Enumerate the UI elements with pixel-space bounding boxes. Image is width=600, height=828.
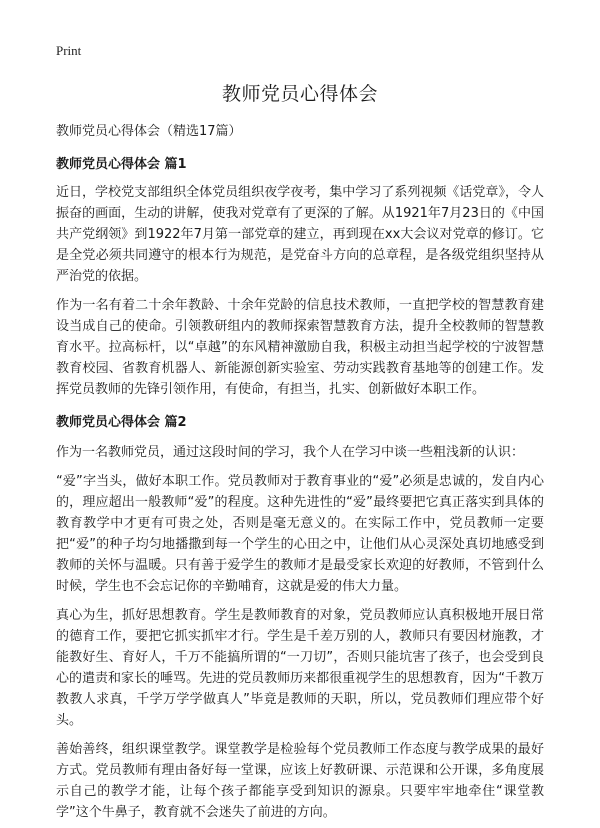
print-link[interactable]: Print: [56, 43, 82, 58]
section-2: [56, 412, 544, 823]
paragraph: 善始善终，组织课堂教学。课堂教学是检验每个党员教师工作态度与教学成果的最好方式。党员教师有理由备好每一堂课，应该上好教研课、示范课和公开课，多角度展示自己的教学才能，让每个孩子都能享受到知识的源泉。只要牢牢地牵住“课堂教学”这个牛鼻子，教育就不会迷失了前进的方向。: [56, 742, 544, 820]
paragraph: 近日，学校党支部组织全体党员组织夜学夜考，集中学习了系列视频《话党章》，令人振奋的画面，生动的讲解，使我对党章有了更深的了解。从1921年7月23日的《中国共产党纲领》到1922年7月第一部党章的建立，再到现在xx大会议对党章的修订。它是全党必须共同遵守的根本行为规范，是党奋斗方向的总章程，是各级党组织坚持从严治党的依据。: [56, 185, 544, 284]
document-subtitle: 教师党员心得体会（精选17篇）: [56, 124, 242, 139]
paragraph: 作为一名教师党员，通过这段时间的学习，我个人在学习中谈一些粗浅新的认识：: [56, 445, 525, 460]
section-heading: 教师党员心得体会 篇1: [56, 157, 187, 172]
section-1: [56, 154, 544, 400]
paragraph: 作为一名有着二十余年教龄、十余年党龄的信息技术教师，一直把学校的智慧教育建设当成自己的使命。引领教研组内的教师探索智慧教育方法，提升全校教师的智慧教育水平。拉高标杆，以“卓越”的东风精神激励自我，积极主动担当起学校的宁波智慧教育校园、省教育机器人、新能源创新实验室、劳动实践教育基地等的创建工作。发挥党员教师的先锋引领作用，有使命，有担当，扎实、创新做好本职工作。: [56, 298, 544, 397]
document-title: 教师党员心得体会: [221, 83, 378, 105]
paragraph: 真心为生，抓好思想教育。学生是教师教育的对象，党员教师应认真积极地开展日常的德育工作，要把它抓实抓牢才行。学生是千差万别的人，教师只有要因材施教，才能教好生、育好人，千万不能搞所谓的“一刀切”，否则只能坑害了孩子，也会受到良心的遣责和家长的唾骂。先进的党员教师历来都很重视学生的思想教育，因为“千教万教教人求真，千学万学学做真人”毕竟是教师的天职，所以，党员教师们理应带个好头。: [56, 608, 544, 728]
section-heading: 教师党员心得体会 篇2: [56, 415, 187, 430]
paragraph: “爱”字当头，做好本职工作。党员教师对于教育事业的“爱”必须是忠诚的，发自内心的，理应超出一般教师“爱”的程度。这种先进性的“爱”最终要把它真正落实到具体的教育教学中才更有可贵之处，否则是毫无意义的。在实际工作中，党员教师一定要把“爱”的种子均匀地播撒到每一个学生的心田之中，让他们从心灵深处真切地感受到教师的关怀与温暖。只有善于爱学生的教师才是最受家长欢迎的好教师，不管到什么时候，学生也不会忘记你的辛勤哺育，这就是爱的伟大力量。: [56, 474, 544, 594]
